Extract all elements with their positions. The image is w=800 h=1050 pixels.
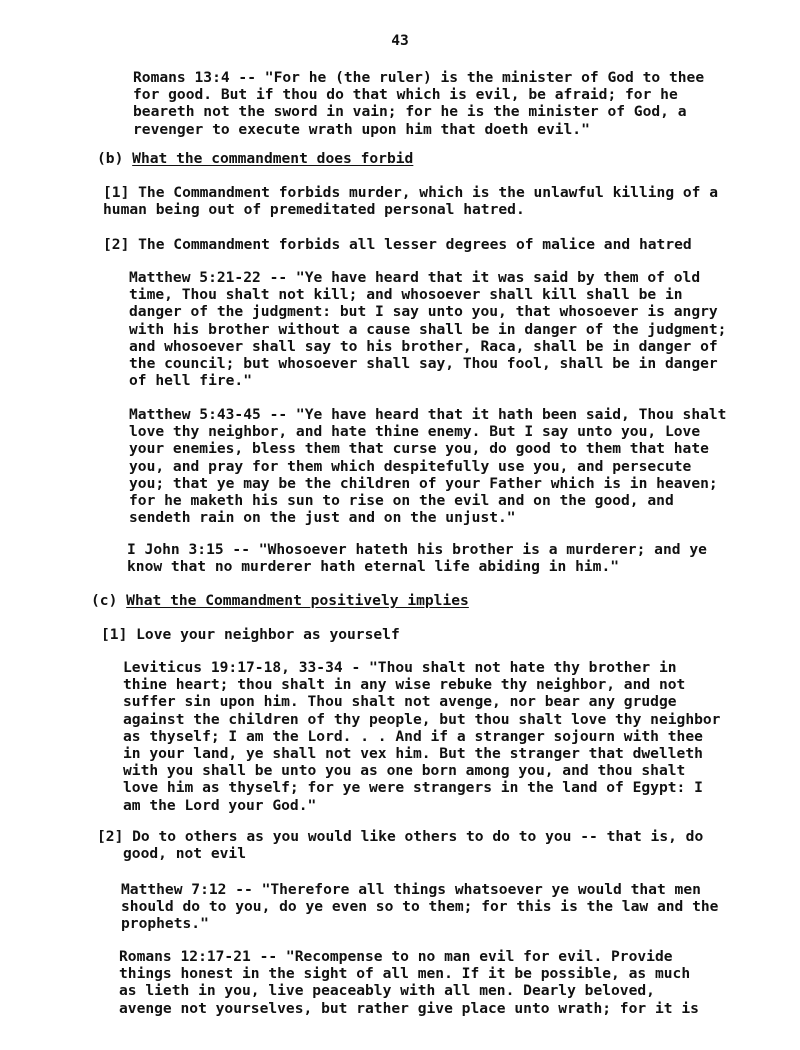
text-line: with you shall be unto you as one born among you, and thou shalt <box>123 762 686 780</box>
quote-matthew-7-12 <box>121 881 718 933</box>
text-line: of hell fire." <box>129 372 253 390</box>
section-heading-b <box>97 150 413 167</box>
text-line: as lieth in you, live peaceably with all men. Dearly beloved, <box>119 982 655 1000</box>
text-line: against the children of thy people, but thou shalt love thy neighbor <box>123 710 721 728</box>
text-line: danger of the judgment: but I say unto you, that whosoever is angry <box>129 303 718 321</box>
point-b2 <box>103 236 692 253</box>
text-line: Romans 12:17-21 -- "Recompense to no man evil for evil. Provide <box>119 948 673 965</box>
quote-matthew-5-43 <box>129 406 726 526</box>
text-line: beareth not the sword in vain; for he is the minister of God, a <box>133 103 687 121</box>
text-line: with his brother without a cause shall be in danger of the judgment; <box>129 320 727 338</box>
text-line: avenge not yourselves, but rather give place unto wrath; for it is <box>119 999 699 1017</box>
text-line: love thy neighbor, and hate thine enemy. But I say unto you, Love <box>129 423 701 441</box>
text-line: I John 3:15 -- "Whosoever hateth his brother is a murderer; and ye <box>127 541 707 558</box>
text-line: [2] Do to others as you would like others to do to you -- that is, do <box>97 828 704 845</box>
text-line: [2] The Commandment forbids all lesser degrees of malice and hatred <box>103 236 692 253</box>
text-line: for good. But if thou do that which is evil, be afraid; for he <box>133 86 678 104</box>
point-c1 <box>101 626 400 643</box>
text-line: you; that ye may be the children of your Father which is in heaven; <box>129 474 718 492</box>
text-line: love him as thyself; for ye were strangers in the land of Egypt: I <box>123 779 703 797</box>
text-line: suffer sin upon him. Thou shalt not avenge, nor bear any grudge <box>123 693 677 711</box>
section-marker: (c) <box>91 592 127 609</box>
point-c2 <box>97 828 703 862</box>
section-title: What the commandment does forbid <box>132 150 414 167</box>
section-marker: (b) <box>97 150 133 167</box>
text-line: should do to you, do ye even so to them; for this is the law and the <box>121 898 719 916</box>
text-line: as thyself; I am the Lord. . . And if a stranger sojourn with thee <box>123 727 703 745</box>
text-line: the council; but whosoever shall say, Thou fool, shall be in danger <box>129 355 718 373</box>
text-line: time, Thou shalt not kill; and whosoever shall kill shall be in <box>129 286 683 304</box>
text-line: am the Lord your God." <box>123 796 317 814</box>
text-line: you, and pray for them which despitefully use you, and persecute <box>129 457 692 475</box>
text-line: sendeth rain on the just and on the unjust." <box>129 509 516 527</box>
quote-leviticus-19 <box>123 659 720 814</box>
text-line: [1] The Commandment forbids murder, which is the unlawful killing of a <box>103 184 719 201</box>
point-b1 <box>103 184 718 218</box>
text-line: Matthew 5:21-22 -- "Ye have heard that it was said by them of old <box>129 269 701 286</box>
text-line: and whosoever shall say to his brother, Raca, shall be in danger of <box>129 337 718 355</box>
quote-romans-13-4 <box>133 69 704 138</box>
text-line: things honest in the sight of all men. If it be possible, as much <box>119 965 691 983</box>
page-number: 43 <box>391 32 409 49</box>
text-line: good, not evil <box>123 845 247 863</box>
quote-matthew-5-21 <box>129 269 726 389</box>
text-line: Matthew 7:12 -- "Therefore all things whatsoever ye would that men <box>121 881 701 898</box>
text-line: Romans 13:4 -- "For he (the ruler) is the minister of God to thee <box>133 69 705 86</box>
text-line: thine heart; thou shalt in any wise rebuke thy neighbor, and not <box>123 676 686 694</box>
text-line: in your land, ye shall not vex him. But the stranger that dwelleth <box>123 745 703 763</box>
section-title: What the Commandment positively implies <box>126 592 469 609</box>
text-line: Matthew 5:43-45 -- "Ye have heard that it hath been said, Thou shalt <box>129 406 727 423</box>
text-line: revenger to execute wrath upon him that doeth evil." <box>133 120 590 138</box>
text-line: know that no murderer hath eternal life abiding in him." <box>127 558 620 576</box>
text-line: for he maketh his sun to rise on the evil and on the good, and <box>129 492 674 510</box>
quote-romans-12-17 <box>119 948 699 1017</box>
text-line: human being out of premeditated personal hatred. <box>103 201 525 219</box>
quote-john-3-15 <box>127 541 707 575</box>
text-line: your enemies, bless them that curse you, do good to them that hate <box>129 440 709 458</box>
section-heading-c <box>91 592 469 609</box>
text-line: [1] Love your neighbor as yourself <box>101 626 400 643</box>
text-line: Leviticus 19:17-18, 33-34 - "Thou shalt not hate thy brother in <box>123 659 677 676</box>
text-line: prophets." <box>121 915 209 933</box>
